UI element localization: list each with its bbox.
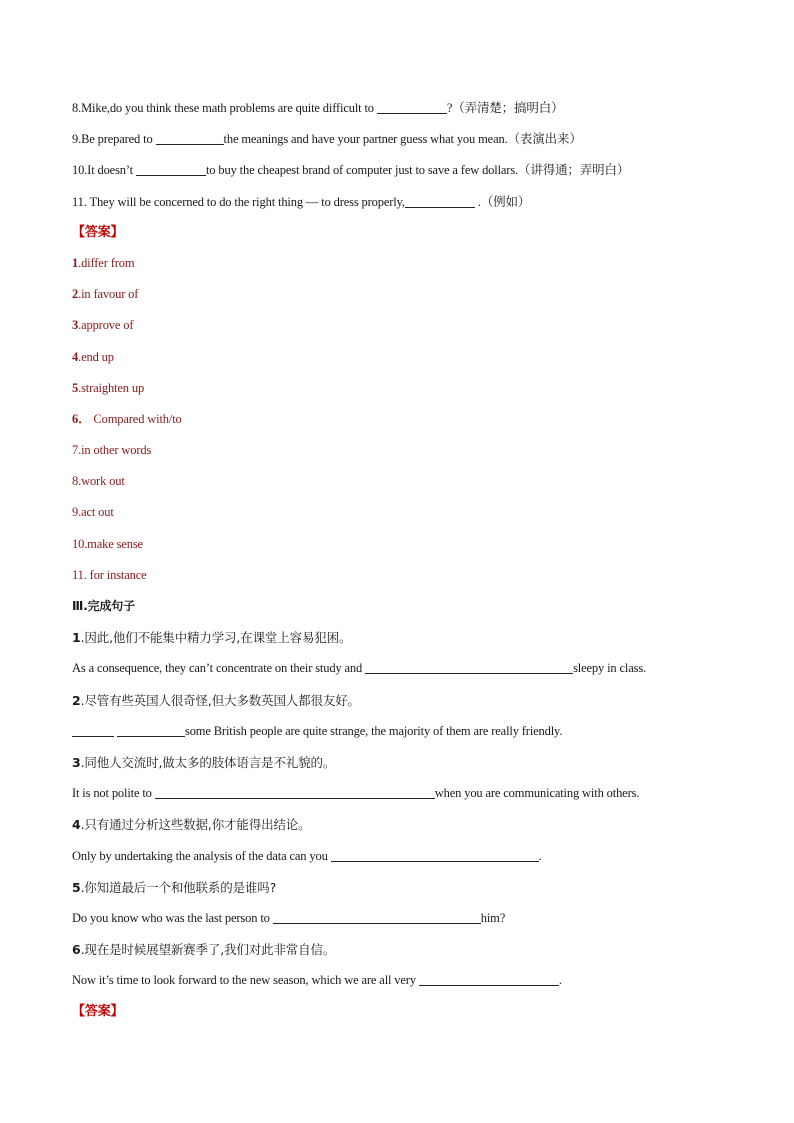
- sentence-english-before: As a consequence, they can’t concentrate on their study and: [72, 661, 366, 676]
- answer-text: 7.in other words: [72, 443, 152, 458]
- sentence-chinese: [72, 747, 722, 778]
- answer-blank[interactable]: [117, 723, 185, 737]
- answer-text: .end up: [78, 349, 114, 364]
- sentence-english-before: It is not polite to: [72, 786, 155, 801]
- answer-text: 10.make sense: [72, 536, 143, 551]
- answer-text: .in favour of: [78, 287, 139, 302]
- question-text-after: the meanings and have your partner guess what you mean.: [223, 132, 508, 147]
- sentence-number: 5: [72, 879, 81, 895]
- question-text-after: ?: [446, 101, 453, 115]
- answer-item: [72, 310, 722, 341]
- sentence-english: [72, 778, 722, 809]
- document-page: [72, 92, 722, 1028]
- answer-number: 1: [72, 255, 79, 270]
- sentence-number: 1: [72, 630, 81, 646]
- question-line: [72, 154, 722, 185]
- sentence-english-after: .: [538, 848, 542, 863]
- question-hint: （表演出来）: [507, 131, 582, 147]
- sentence-english: [72, 653, 722, 684]
- sentence-chinese-text: .只有通过分析这些数据,你才能得出结论。: [80, 817, 311, 833]
- answer-blank[interactable]: [419, 972, 559, 986]
- answer-item: [72, 529, 722, 560]
- sentence-chinese: [72, 685, 722, 716]
- answer-item: [72, 404, 722, 435]
- answer-text: 11. for instance: [72, 567, 147, 582]
- answer-blank[interactable]: [136, 162, 206, 176]
- answer-text: .straighten up: [78, 380, 145, 395]
- answer-number: 6．: [72, 411, 91, 426]
- question-line: [72, 186, 722, 217]
- section-title: Ⅲ.完成句子: [72, 599, 136, 613]
- sentence-chinese-text: .因此,他们不能集中精力学习,在课堂上容易犯困。: [80, 630, 352, 646]
- answer-blank[interactable]: [377, 100, 447, 114]
- answer-blank[interactable]: [405, 194, 475, 208]
- sentence-chinese-text: .尽管有些英国人很奇怪,但大多数英国人都很友好。: [80, 692, 360, 708]
- question-text: 10.It doesn’t: [72, 163, 136, 178]
- answer-blank[interactable]: [273, 910, 481, 924]
- question-text: 9.Be prepared to: [72, 132, 156, 147]
- question-hint: （讲得通；弄明白）: [518, 162, 630, 178]
- question-text: 11. They will be concerned to do the right thing — to dress properly,: [72, 194, 405, 209]
- sentence-number: 3: [72, 754, 81, 770]
- answer-list: [72, 248, 722, 591]
- sentence-chinese: [72, 934, 722, 965]
- answer-blank[interactable]: [155, 785, 435, 799]
- sentence-chinese-text: .现在是时候展望新赛季了,我们对此非常自信。: [80, 942, 336, 958]
- sentence-chinese-text: .同他人交流时,做太多的肢体语言是不礼貌的。: [80, 754, 336, 770]
- sentence-chinese: [72, 872, 722, 903]
- question-text: 8.Mike,do you think these math problems are quite difficult to: [72, 101, 377, 115]
- sentence-chinese: [72, 622, 722, 653]
- sentence-number: 6: [72, 942, 81, 958]
- answer-item: [72, 497, 722, 528]
- sentence-english-before: Do you know who was the last person to: [72, 910, 273, 925]
- question-line: [72, 92, 722, 123]
- answer-text: .differ from: [78, 255, 135, 270]
- answer-blank[interactable]: [156, 131, 224, 145]
- question-text-after: to buy the cheapest brand of computer just to save a few dollars.: [205, 163, 519, 178]
- sentence-chinese-text: .你知道最后一个和他联系的是谁吗?: [80, 879, 277, 895]
- answer-text: .approve of: [78, 318, 134, 333]
- sentence-english-after: .: [558, 973, 562, 988]
- sentence-english: [72, 716, 722, 747]
- answer-text: 8.work out: [72, 474, 125, 489]
- answer-item: [72, 560, 722, 591]
- answer-item: [72, 466, 722, 497]
- answer-item: [72, 248, 722, 279]
- sentence-english-after: when you are communicating with others.: [434, 786, 640, 801]
- question-line: [72, 123, 722, 154]
- question-text-after: .: [474, 194, 481, 209]
- answer-item: [72, 279, 722, 310]
- sentence-english-before: Now it’s time to look forward to the new season, which we are all very: [72, 973, 419, 988]
- answer-number: 2: [72, 287, 79, 302]
- answer-text: Compared with/to: [90, 411, 182, 426]
- answer-number: 5: [72, 380, 79, 395]
- sentence-english-after: sleepy in class.: [573, 661, 647, 676]
- answer-item: [72, 342, 722, 373]
- question-hint: （弄清楚；搞明白）: [452, 100, 564, 115]
- sentence-english: [72, 903, 722, 934]
- sentence-completion-list: [72, 622, 722, 996]
- question-hint: （例如）: [480, 193, 531, 209]
- sentence-english: [72, 841, 722, 872]
- answer-header: 【答案】: [72, 224, 124, 240]
- answer-item: [72, 373, 722, 404]
- sentence-english-after: him?: [480, 910, 506, 925]
- sentence-number: 4: [72, 817, 81, 833]
- answer-blank[interactable]: [72, 723, 114, 737]
- answer-number: 4: [72, 349, 79, 364]
- sentence-english-after: some British people are quite strange, the majority of them are really friendly.: [184, 723, 563, 738]
- sentence-number: 2: [72, 692, 81, 708]
- answer-blank[interactable]: [365, 660, 573, 674]
- sentence-english: [72, 965, 722, 996]
- fill-in-questions: [72, 92, 722, 217]
- sentence-chinese: [72, 809, 722, 840]
- answer-text: 9.act out: [72, 505, 114, 520]
- answer-number: 3: [72, 318, 79, 333]
- sentence-english-before: Only by undertaking the analysis of the data can you: [72, 848, 331, 863]
- answer-blank[interactable]: [331, 848, 539, 862]
- answer-header-2: 【答案】: [72, 1004, 124, 1020]
- answer-item: [72, 435, 722, 466]
